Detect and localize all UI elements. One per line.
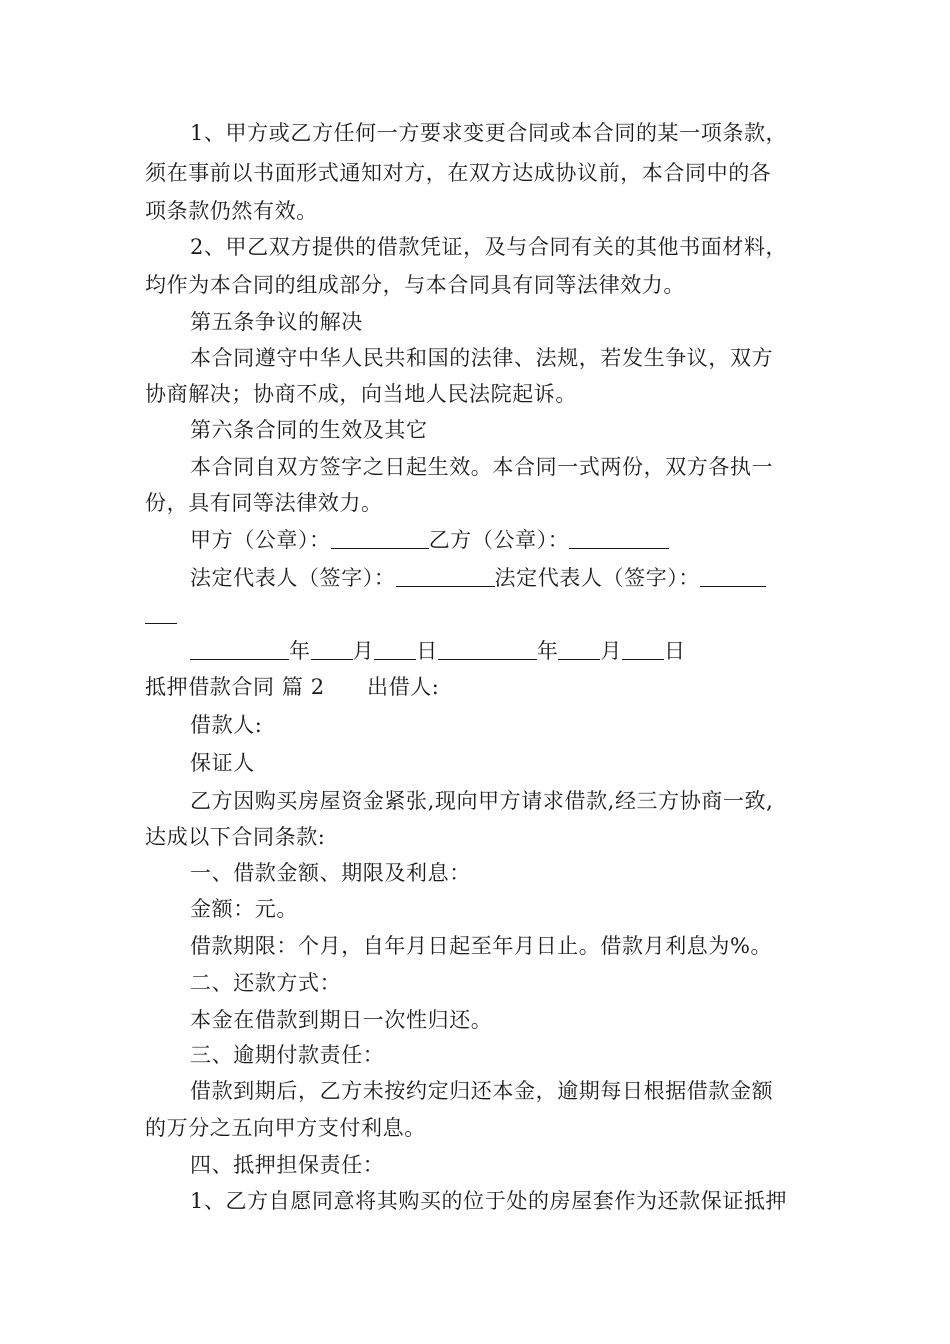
article-5-line-1: 本合同遵守中华人民共和国的法律、法规，若发生争议，双方 [190,346,774,370]
month-a-label: 月 [352,639,375,663]
legal-rep-b-label: 法定代表人（签字）： [494,566,700,590]
party-b-seal-label: 乙方（公章）： [428,528,570,552]
section-1-term: 借款期限：个月，自年月日起至年月日止。借款月利息为%。 [190,934,773,958]
section-2-title: 二、还款方式： [190,971,342,995]
year-b-blank[interactable] [438,639,537,660]
section-4-title: 四、抵押担保责任： [190,1153,385,1177]
article-5-title: 第五条争议的解决 [190,310,363,334]
legal-rep-line [190,563,766,593]
year-b-label: 年 [536,639,559,663]
clause-1-line-2: 须在事前以书面形式通知对方，在双方达成协议前，本合同中的各 [145,161,772,185]
seal-line [190,525,669,555]
day-a-label: 日 [416,639,438,663]
guarantor-label: 保证人 [190,751,255,775]
legal-rep-continuation [145,600,177,630]
day-a-blank[interactable] [374,639,416,660]
year-a-blank[interactable] [190,639,289,660]
party-b-seal-blank[interactable] [569,528,669,549]
year-a-label: 年 [289,639,311,663]
article-6-line-1: 本合同自双方签字之日起生效。本合同一式两份，双方各执一 [190,455,774,479]
intro-line-1: 乙方因购买房屋资金紧张,现向甲方请求借款,经三方协商一致, [190,789,774,813]
party-a-seal-blank[interactable] [331,528,429,549]
party-a-seal-label: 甲方（公章）： [190,528,331,552]
month-a-blank[interactable] [311,639,353,660]
legal-rep-a-blank[interactable] [396,566,495,587]
intro-line-2: 达成以下合同条款: [145,825,326,849]
day-b-label: 日 [664,639,686,663]
legal-rep-b-blank[interactable] [700,566,766,587]
month-b-label: 月 [600,639,623,663]
section-1-amount: 金额：元。 [190,897,298,921]
month-b-blank[interactable] [558,639,600,660]
clause-1-line-3: 项条款仍然有效。 [145,199,318,223]
clause-2-line-2: 均作为本合同的组成部分，与本合同具有同等法律效力。 [145,273,685,297]
lender-label: 出借人: [367,675,440,699]
section-4-line-1: 1、乙方自愿同意将其购买的位于处的房屋套作为还款保证抵押 [190,1189,788,1213]
contract-2-heading: 抵押借款合同 篇 2 [145,675,325,699]
date-line [190,636,686,666]
section-3-title: 三、逾期付款责任： [190,1043,385,1067]
article-6-title: 第六条合同的生效及其它 [190,418,428,442]
clause-1-line-1: 1、甲方或乙方任何一方要求变更合同或本合同的某一项条款， [190,121,788,145]
borrower-label: 借款人: [190,713,263,737]
clause-2-line-1: 2、甲乙双方提供的借款凭证，及与合同有关的其他书面材料， [190,235,788,259]
day-b-blank[interactable] [622,639,664,660]
section-3-line-1: 借款到期后，乙方未按约定归还本金，逾期每日根据借款金额 [190,1079,774,1103]
legal-rep-a-label: 法定代表人（签字）： [190,566,396,590]
legal-rep-b-blank-cont[interactable] [145,603,177,624]
section-2-text: 本金在借款到期日一次性归还。 [190,1008,493,1032]
article-6-line-2: 份，具有同等法律效力。 [145,491,383,515]
article-5-line-2: 协商解决；协商不成，向当地人民法院起诉。 [145,382,577,406]
section-1-title: 一、借款金额、期限及利息： [190,861,471,885]
section-3-line-2: 的万分之五向甲方支付利息。 [145,1116,426,1140]
